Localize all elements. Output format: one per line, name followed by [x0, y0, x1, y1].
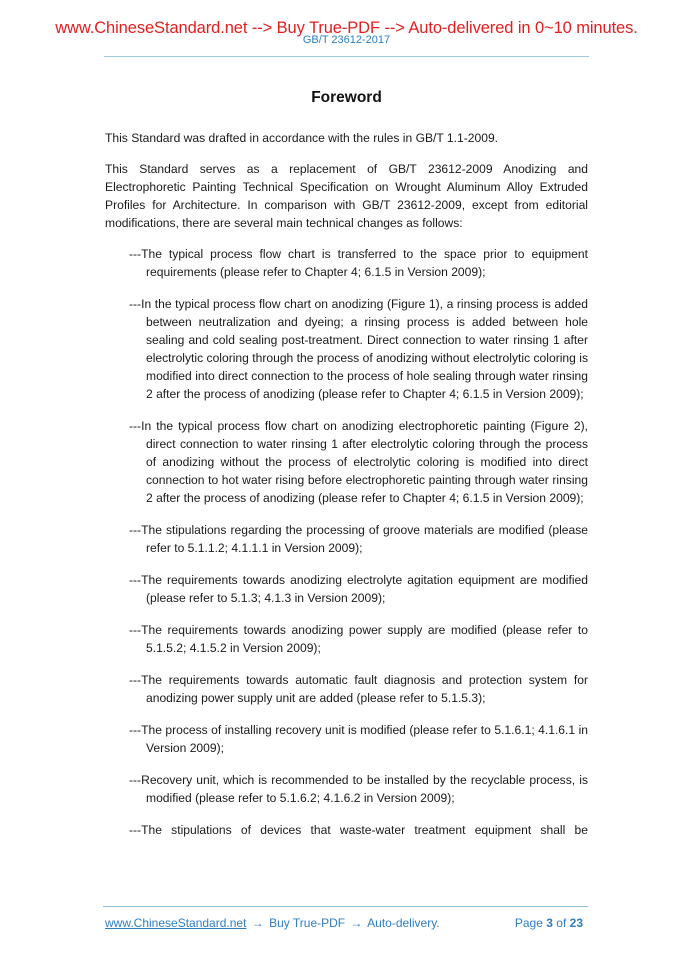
paragraph-drafting-rules: This Standard was drafted in accordance with the rules in GB/T 1.1-2009. [105, 131, 499, 145]
page-current: 3 [546, 916, 553, 930]
promo-banner[interactable]: www.ChineseStandard.net --> Buy True-PDF --> Auto-delivered in 0~10 minutes. [55, 19, 638, 37]
change-item: ---Recovery unit, which is recommended to be installed by the recyclable process, is modified (please refer to 5.1.6.2; 4.1.6.2 in Version 2009); [129, 773, 588, 805]
page-indicator [515, 915, 583, 931]
page-title: Foreword [311, 89, 382, 106]
change-item: ---The requirements towards automatic fault diagnosis and protection system for anodizing power supply unit are added (please refer to 5.1.5.3); [129, 673, 588, 705]
change-item: ---The stipulations of devices that waste-water treatment equipment shall be [129, 823, 588, 837]
change-item: ---In the typical process flow chart on anodizing (Figure 1), a rinsing process is added between neutralization and dyeing; a rinsing process is added between hole sealing and cold sealing post-treatment. Direct connection to water rinsing 1 after electrolytic coloring through the process of anodizing without electrolytic coloring is modified into direct connection to the process of hole sealing through water rinsing 2 after the process of anodizing (please refer to Chapter 4; 6.1.5 in Version 2009); [129, 297, 588, 401]
document-code: GB/T 23612-2017 [302, 34, 391, 46]
change-item: ---The process of installing recovery unit is modified (please refer to 5.1.6.1; 4.1.6.1 in Version 2009); [129, 723, 588, 755]
arrow-right-icon: → [350, 916, 363, 930]
page-total: 23 [569, 916, 583, 930]
change-item: ---The typical process flow chart is transferred to the space prior to equipment requirements (please refer to Chapter 4; 6.1.5 in Version 2009); [129, 247, 588, 279]
paragraph-replacement: This Standard serves as a replacement of GB/T 23612-2009 Anodizing and Electrophoretic Painting Technical Specification on Wrought Aluminum Alloy Extruded Profiles for Architecture. In comparison with GB/T 23612-2009, except from editorial modifications, there are several main technical changes as follows: [105, 162, 588, 230]
arrow-right-icon: → [251, 916, 264, 930]
page-label: Page [514, 916, 543, 930]
change-item: ---The requirements towards anodizing electrolyte agitation equipment are modified (please refer to 5.1.3; 4.1.3 in Version 2009); [129, 573, 588, 605]
footer-site-link[interactable]: www.ChineseStandard.net [105, 916, 247, 930]
change-item: ---The requirements towards anodizing power supply are modified (please refer to 5.1.5.2; 4.1.5.2 in Version 2009); [129, 623, 588, 655]
change-item: ---The stipulations regarding the processing of groove materials are modified (please refer to 5.1.1.2; 4.1.1.1 in Version 2009); [129, 523, 588, 555]
header-divider [104, 56, 589, 57]
footer-buy-text: Buy True-PDF [269, 916, 346, 930]
page-of: of [556, 916, 567, 930]
footer-divider [103, 906, 588, 907]
footer-delivery-text: Auto-delivery. [367, 916, 440, 930]
document-body [105, 129, 588, 839]
change-item: ---In the typical process flow chart on anodizing electrophoretic painting (Figure 2), direct connection to water rinsing 1 after electrolytic coloring through the process of anodizing without the process of electrolytic coloring is modified into direct connection to hot water rising before electrophoretic painting through water rinsing 2 after the process of anodizing (please refer to Chapter 4; 6.1.5 in Version 2009); [129, 419, 588, 505]
footer-promo [105, 915, 440, 931]
